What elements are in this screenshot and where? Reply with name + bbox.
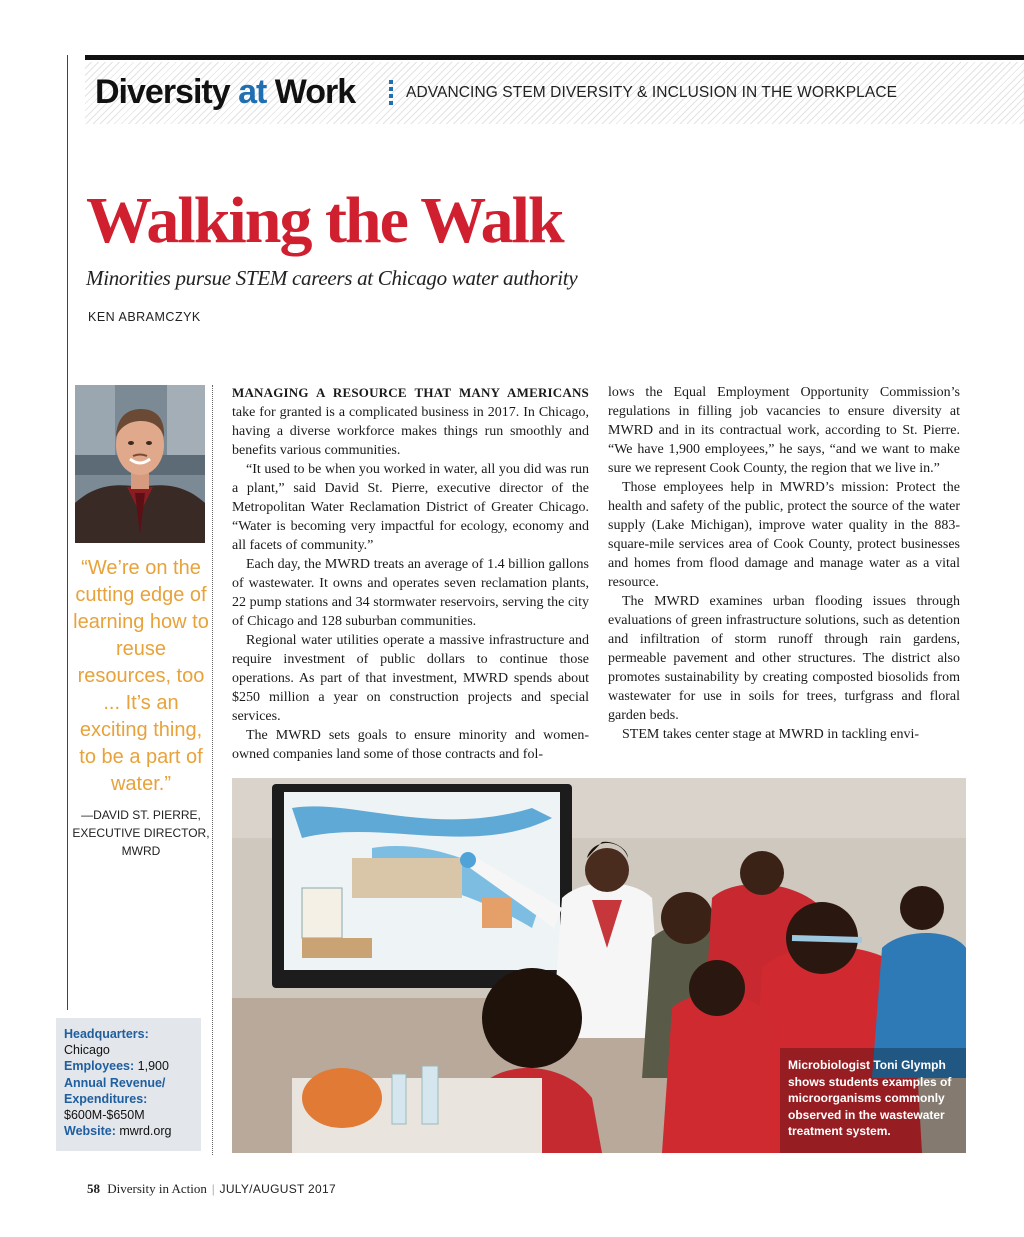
page-number: 58	[87, 1181, 100, 1196]
quote-attribution	[70, 806, 212, 860]
sidebar-divider	[212, 385, 213, 1155]
article-byline: KEN ABRAMCZYK	[88, 310, 201, 324]
pull-quote: “We’re on the cutting edge of learning how to reuse resources, too ... It’s an exciting thing, to be a part of water.”	[73, 557, 209, 795]
page-footer	[87, 1181, 336, 1197]
section-tagline: ADVANCING STEM DIVERSITY & INCLUSION IN THE WORKPLACE	[406, 84, 898, 101]
publication-name: Diversity in Action	[107, 1181, 207, 1196]
photo-caption: Microbiologist Toni Glymph shows students examples of microorganisms commonly observed in the wastewater treatment system.	[788, 1058, 952, 1138]
lead-paragraph-text: take for granted is a complicated business in 2017. In Chicago, having a diverse workforce makes things run smoothly and benefits various communities.	[232, 405, 589, 458]
body-paragraph: STEM takes center stage at MWRD in tackling envi-	[622, 727, 920, 742]
article-column-1	[232, 383, 589, 764]
body-paragraph: Those employees help in MWRD’s mission: Protect the health and safety of the public, protect the source of the water supply (Lake Michigan), improve water quality in the 883-square-mile services area of Cook County, protect businesses and homes from flood damage and manage water as a vital resource.	[608, 480, 960, 590]
body-paragraph: The MWRD examines urban flooding issues through evaluations of green infrastructure solutions, such as detention and infiltration of storm runoff through rain gardens, permeable pavement and other structures. The district also promotes sustainability by creating composted biosolids from wastewater for use in soils for trees, turfgrass and floral garden beds.	[608, 594, 960, 723]
employees-value: 1,900	[134, 1059, 169, 1074]
employees-label: Employees:	[64, 1059, 135, 1074]
body-paragraph: The MWRD sets goals to ensure minority and women-owned companies land some of those contracts and fol-	[232, 728, 589, 762]
headquarters-value: Chicago	[64, 1043, 110, 1058]
revenue-value: $600M-$650M	[64, 1108, 145, 1123]
attribution-line: MWRD	[121, 844, 161, 858]
website-label: Website:	[64, 1124, 116, 1139]
brand-word-work: Work	[274, 73, 356, 111]
top-rule	[85, 55, 1024, 60]
website-value: mwrd.org	[115, 1124, 172, 1139]
body-paragraph: Regional water utilities operate a massive infrastructure and require investment of public dollars to continue those operations. As part of that investment, MWRD spends about $250 million a year on construction projects and special services.	[232, 633, 589, 724]
body-paragraph: “It used to be when you worked in water, all you did was run a plant,” said David St. Pierre, executive director of the Metropolitan Water Reclamation District of Greater Chicago. “Water is becoming very impactful for ecology, economy and all facets of community.”	[232, 462, 589, 553]
left-margin-rule	[67, 55, 68, 1010]
revenue-label: Annual Revenue/	[64, 1075, 166, 1090]
lead-in: MANAGING A RESOURCE THAT MANY AMERICANS	[232, 385, 589, 400]
attribution-line: —DAVID ST. PIERRE,	[81, 808, 201, 822]
footer-separator: |	[211, 1181, 215, 1196]
body-paragraph: Each day, the MWRD treats an average of 1.4 billion gallons of wastewater. It owns and operates seven reclamation plants, 22 pump stations and 34 stormwater reservoirs, serving the city of Chicago and 128 suburban communities.	[232, 557, 589, 629]
article-column-2	[608, 383, 960, 744]
body-paragraph: lows the Equal Employment Opportunity Commission’s regulations in filling job vacancies to ensure diversity at MWRD and in its contractual work, according to St. Pierre. “We have 1,900 employees,” he says, “and we want to make sure we represent Cook County, the region that we live in.”	[608, 385, 960, 476]
section-brand	[95, 72, 355, 112]
expenditures-label: Expenditures:	[64, 1091, 148, 1106]
brand-separator	[389, 80, 393, 106]
fact-box-content	[64, 1026, 204, 1139]
article-deck: Minorities pursue STEM careers at Chicago water authority	[86, 266, 578, 290]
issue-date: JULY/AUGUST 2017	[219, 1182, 336, 1196]
attribution-line: EXECUTIVE DIRECTOR,	[72, 826, 210, 840]
headquarters-label: Headquarters:	[64, 1027, 149, 1041]
portrait-illustration	[75, 385, 205, 543]
portrait-photo	[75, 385, 205, 543]
body-paragraph	[232, 383, 589, 460]
brand-word-at: at	[238, 73, 267, 111]
article-headline: Walking the Walk	[86, 184, 563, 257]
brand-word-diversity: Diversity	[95, 73, 230, 111]
